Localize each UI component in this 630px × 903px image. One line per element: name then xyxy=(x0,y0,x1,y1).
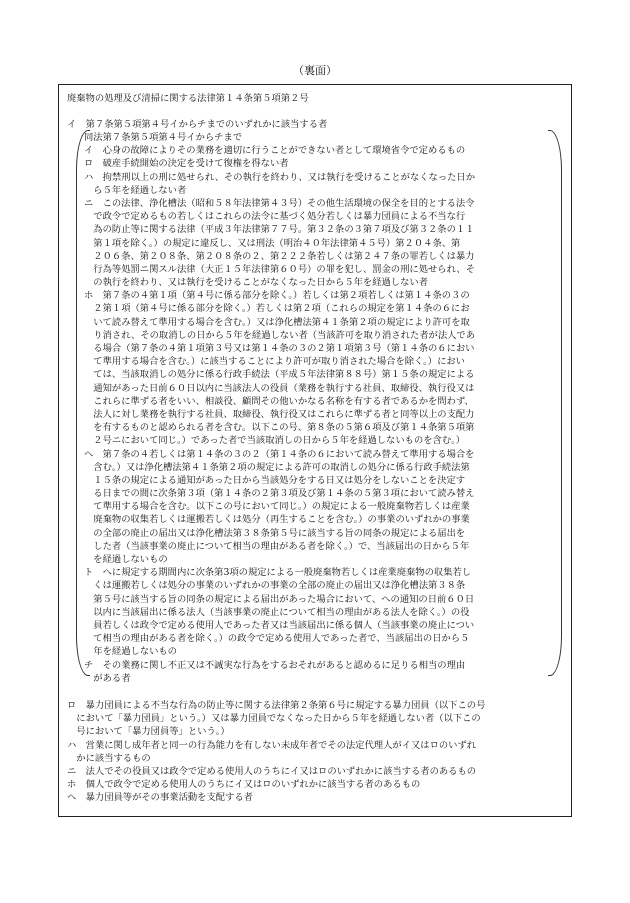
text-line: １５条の規定による通知があった日から当該処分をする日又は処分をしないことを決定す xyxy=(84,474,466,486)
text-line: の全部の廃止の届出又は浄化槽法第３８条第５号に該当する旨の同条の規定による届出を xyxy=(84,527,466,539)
text-line: ロ 暴力団員による不当な行為の防止等に関する法律第２条第６号に規定する暴力団員（以下この号 xyxy=(67,700,486,711)
law-title xyxy=(67,92,309,105)
text-line: かに該当するもの xyxy=(67,752,151,764)
text-line: て準用する場合を含む。）に該当することにより許可が取り消された場合を除く。）におい xyxy=(84,356,465,368)
text-line: いて読み替えて準用する場合を含む。）又は浄化槽法第４１条第２項の規定により許可を取 xyxy=(84,316,470,328)
page-heading: （裏面） xyxy=(293,64,337,77)
text-line: て相当の理由がある者を除く。）の政令で定める使用人であった者で、当該届出の日から５ xyxy=(84,633,470,645)
quoted-provision-list xyxy=(84,131,475,685)
right-parenthesis xyxy=(548,130,562,676)
text-line: る場合（第７条の４第１項第３号又は第１４条の３の２第１項第３号（第１４条の６におい xyxy=(84,343,475,354)
text-line: 法人に対し業務を執行する社員、取締役、執行役又はこれらに準ずる者と同等以上の支配力 xyxy=(84,408,475,420)
text-line: ２号ニにおいて同じ。）であった者で当該取消しの日から５年を経過しないものを含む。） xyxy=(84,435,466,447)
text-line: で政令で定めるもの若しくはこれらの法令に基づく処分若しくは暴力団員による不当な行 xyxy=(84,211,466,223)
text-line: した者（当該事業の廃止について相当の理由がある者を除く。）で、当該届出の日から５年 xyxy=(84,540,470,552)
text-line: 員若しくは政令で定める使用人であった者又は当該届出に係る個人（当該事業の廃止につい xyxy=(84,619,475,631)
text-line: を有するものと認められる者を含む。以下この号、第８条の５第６項及び第１４条第５項第 xyxy=(84,422,475,434)
text-line: ロ 破産手続開始の決定を受けて復権を得ない者 xyxy=(84,158,289,170)
text-line: 第１項を除く。）の規定に違反し、又は刑法（明治４０年法律第４５号）第２０４条、第 xyxy=(84,237,461,249)
text-line: 年を経過しないもの xyxy=(84,646,177,658)
text-line: る日までの間に次条第３項（第１４条の２第３項及び第１４条の５第３項において読み替え xyxy=(84,488,475,500)
text-line: ヘ 暴力団員等がその事業活動を支配する者 xyxy=(67,792,253,804)
text-line: ニ 法人でその役員又は政令で定める使用人のうちにイ又はロのいずれかに該当する者のあるもの xyxy=(67,765,477,777)
text-line: 含む。）又は浄化槽法第４１条第２項の規定による許可の取消しの処分に係る行政手続法第 xyxy=(84,461,470,473)
text-line: ト へに規定する期間内に次条第3項の規定による一般廃棄物若しくは産業廃棄物の収集若し xyxy=(84,567,472,579)
text-line: を経過しないもの xyxy=(84,554,168,565)
text-line: 第５号に該当する旨の同条の規定による届出があった場合において、への通知の日前６０日 xyxy=(84,593,475,605)
text-line: ホ 個人で政令で定める使用人のうちにイ又はロのいずれかに該当する者のあるもの xyxy=(67,779,421,791)
text-line: て準用する場合を含む。以下この号において同じ。）の規定による一般廃棄物若しくは産業 xyxy=(84,501,470,513)
text-line: ては、当該取消しの処分に係る行政手続法（平成５年法律第８８号）第１５条の規定による xyxy=(84,369,475,381)
text-line: の執行を終わり、又は執行を受けることがなくなった日から５年を経過しない者 xyxy=(84,277,428,289)
text-line: ら５年を経過しない者 xyxy=(84,184,187,196)
text-line: 同法第７条第５項第４号イからチまで xyxy=(84,132,243,143)
text-line: ２第１項（第４号に係る部分を除く。）若しくは第２項（これらの規定を第１４条の６にお xyxy=(84,303,470,315)
text-line: 号において「暴力団員等」という。） xyxy=(67,726,230,738)
text-line: 為の防止等に関する法律（平成３年法律第７７号。第３２条の３第７項及び第３２条の１１ xyxy=(84,224,475,236)
text-line: がある者 xyxy=(84,672,131,684)
text-line: 廃棄物の収集若しくは運搬若しくは処分（再生することを含む。）の事業のいずれかの事業 xyxy=(84,514,470,526)
text-line: ホ 第７条の４第１項（第４号に係る部分を除く。）若しくは第２項若しくは第１４条の３の xyxy=(84,290,470,302)
text-line: ニ この法律、浄化槽法（昭和５８年法律第４３号）その他生活環境の保全を目的とする法令 xyxy=(84,197,475,209)
text-line: くは運搬若しくは処分の事業のいずれかの事業の全部の廃止の届出又は浄化槽法第３８条 xyxy=(84,580,466,592)
section-i-text: イ 第７条第５項第４号イからチまでのいずれかに該当する者 xyxy=(67,119,328,130)
text-line: ヘ 第７条の４若しくは第１４条の３の２（第１４条の６において読み替えて準用する場合を xyxy=(84,448,475,460)
text-line: 以内に当該届出に係る法人（当該事業の廃止について相当の理由がある法人を除く。）の役 xyxy=(84,606,470,618)
text-line: 行為等処罰ニ関スル法律（大正１５年法律第６０号）の罪を犯し、罰金の刑に処せられ、そ xyxy=(84,263,476,275)
text-line: ２０６条、第２０８条、第２０８条の２、第２２２条若しくは第２４７条の罪若しくは暴力 xyxy=(84,250,475,262)
text-line: これらに準ずる者をいい、相談役、顧問その他いかなる名称を有する者であるかを問わず、 xyxy=(84,395,474,407)
text-line: イ 心身の故障によりその業務を適切に行うことができない者として環境省令で定めるもの xyxy=(84,145,466,157)
text-line: チ その業務に関し不正又は不誠実な行為をするおそれがあると認めるに足りる相当の理由 xyxy=(84,659,466,671)
text-line: り消され、その取消しの日から５年を経過しない者（当該許可を取り消された者が法人であ xyxy=(84,329,476,341)
text-line: ハ 営業に関し成年者と同一の行為能力を有しない未成年者でその法定代理人がイ又はロのいずれ xyxy=(67,739,477,751)
text-line: ハ 拘禁刑以上の刑に処せられ、その執行を終わり、又は執行を受けることがなくなった日か xyxy=(84,171,476,183)
section-i xyxy=(67,118,327,131)
text-line: 通知があった日前６０日以内に当該法人の役員（業務を執行する社員、取締役、執行役又は xyxy=(84,382,475,394)
law-title-text: 廃棄物の処理及び清掃に関する法律第１４条第５項第２号 xyxy=(67,93,309,104)
text-line: において「暴力団員」という。）又は暴力団員でなくなった日から５年を経過しない者（以下この xyxy=(67,713,481,725)
remaining-items-list xyxy=(67,699,485,805)
